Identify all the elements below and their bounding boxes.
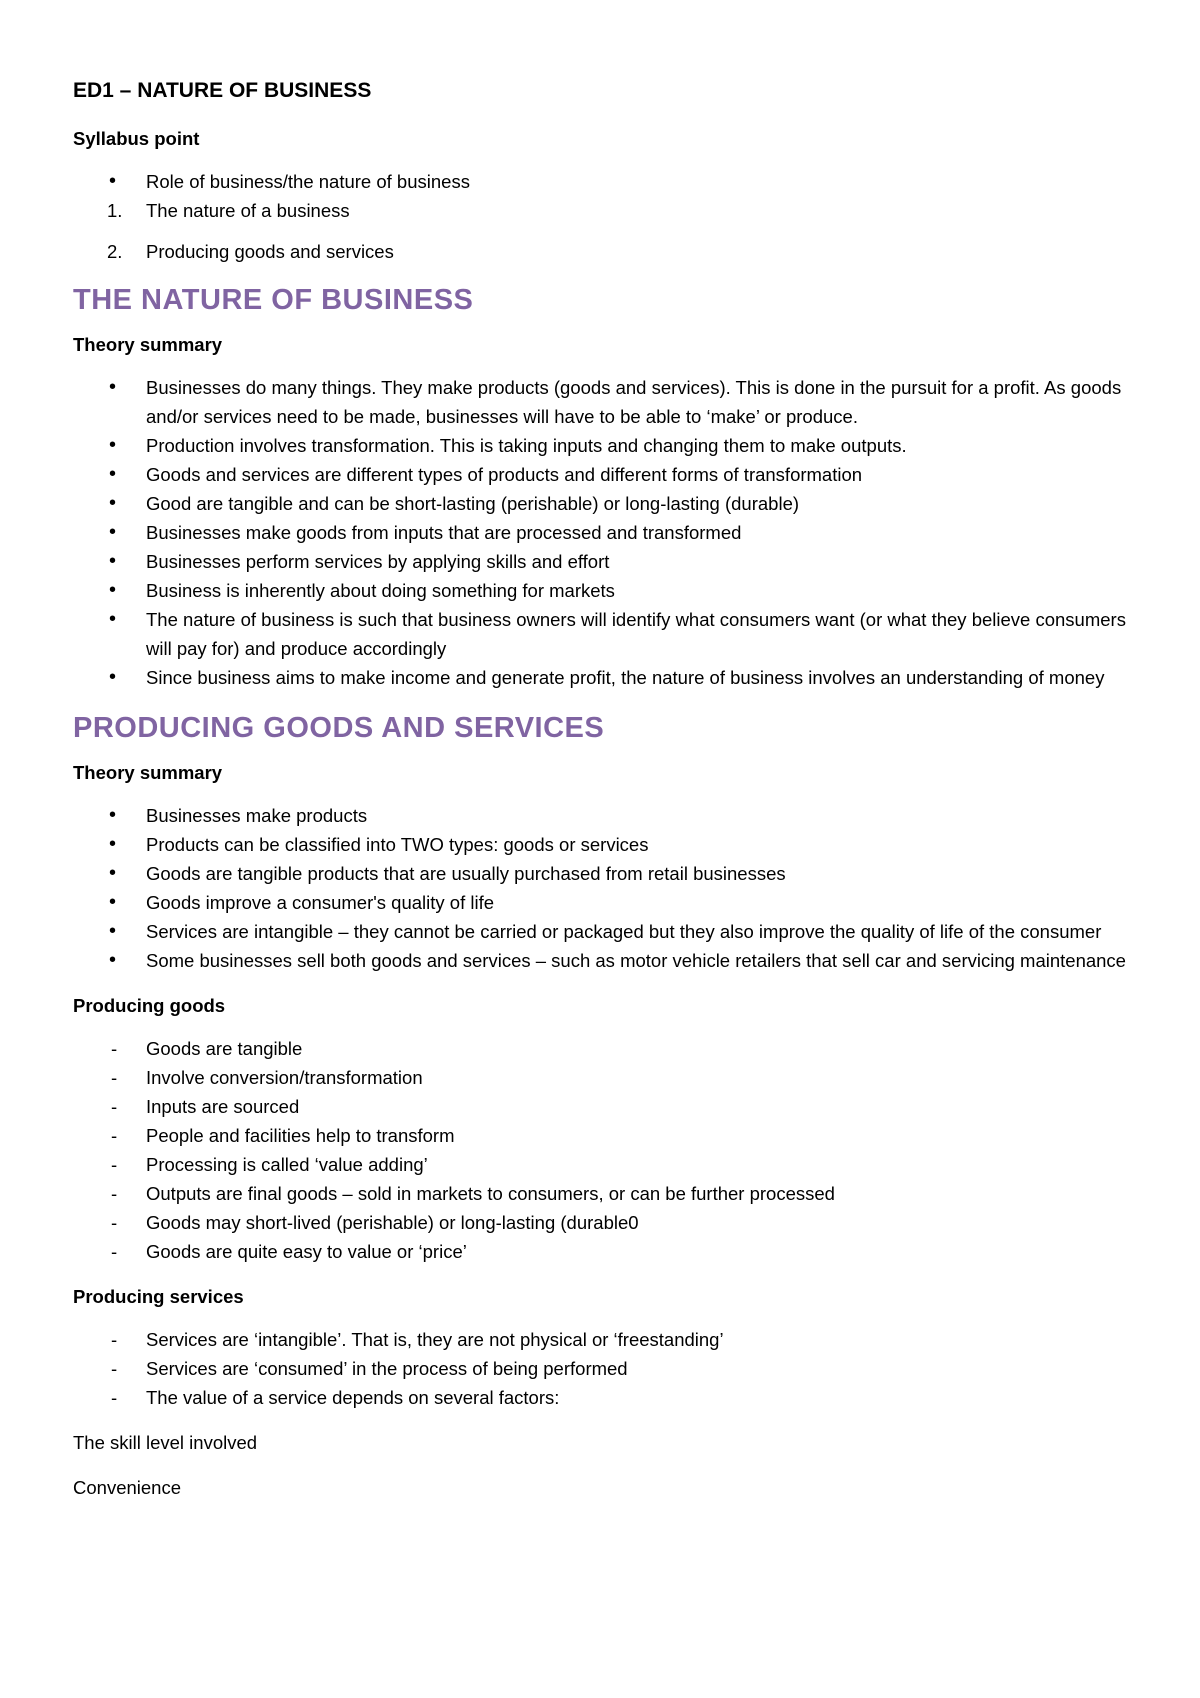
list-item: • Business is inherently about doing something for markets bbox=[73, 576, 1140, 605]
list-item: - Services are ‘consumed’ in the process of being performed bbox=[73, 1354, 1140, 1383]
section-heading-producing: PRODUCING GOODS AND SERVICES bbox=[73, 712, 605, 744]
list-item: - Goods may short-lived (perishable) or long-lasting (durable0 bbox=[73, 1208, 1140, 1237]
list-item: • Good are tangible and can be short-lasting (perishable) or long-lasting (durable) bbox=[73, 489, 1140, 518]
list-item: - Goods are quite easy to value or ‘price’ bbox=[73, 1237, 1140, 1266]
producing-bullet-list bbox=[73, 801, 1140, 975]
list-item: • Services are intangible – they cannot be carried or packaged but they also improve the quality of life of the consumer bbox=[73, 917, 1140, 946]
list-item: • Businesses make goods from inputs that are processed and transformed bbox=[73, 518, 1140, 547]
list-item: • The nature of business is such that business owners will identify what consumers want (or what they believe consumers will pay for) and produce accordingly bbox=[73, 605, 1140, 663]
list-number: 1. bbox=[107, 200, 123, 221]
list-item: • Products can be classified into TWO types: goods or services bbox=[73, 830, 1140, 859]
list-item: - Inputs are sourced bbox=[73, 1092, 1140, 1121]
list-item: • Since business aims to make income and generate profit, the nature of business involves an understanding of money bbox=[73, 663, 1140, 692]
theory-summary-label: Theory summary bbox=[73, 762, 223, 783]
list-item: • Goods and services are different types of products and different forms of transformation bbox=[73, 460, 1140, 489]
list-item: - Services are ‘intangible’. That is, they are not physical or ‘freestanding’ bbox=[73, 1325, 1140, 1354]
producing-services-dash-list bbox=[73, 1325, 1140, 1412]
paragraph: Convenience bbox=[73, 1477, 181, 1498]
list-item: - The value of a service depends on several factors: bbox=[73, 1383, 1140, 1412]
list-item bbox=[73, 196, 1140, 225]
theory-summary-label: Theory summary bbox=[73, 334, 223, 355]
list-item: - Involve conversion/transformation bbox=[73, 1063, 1140, 1092]
syllabus-label: Syllabus point bbox=[73, 128, 200, 149]
list-item: - Processing is called ‘value adding’ bbox=[73, 1150, 1140, 1179]
producing-services-label: Producing services bbox=[73, 1286, 244, 1307]
section-heading-nature: THE NATURE OF BUSINESS bbox=[73, 284, 474, 316]
list-item: • Businesses do many things. They make products (goods and services). This is done in the pursuit for a profit. As goods and/or services need to be made, businesses will have to be able to ‘make’ or produce. bbox=[73, 373, 1140, 431]
syllabus-bullet-list bbox=[73, 167, 1140, 196]
list-item: • Role of business/the nature of business bbox=[73, 167, 1140, 196]
nature-bullet-list bbox=[73, 373, 1140, 692]
producing-goods-label: Producing goods bbox=[73, 995, 226, 1016]
list-item: • Production involves transformation. This is taking inputs and changing them to make outputs. bbox=[73, 431, 1140, 460]
producing-goods-dash-list bbox=[73, 1034, 1140, 1266]
list-item-text: Producing goods and services bbox=[146, 241, 394, 262]
list-item: - Outputs are final goods – sold in markets to consumers, or can be further processed bbox=[73, 1179, 1140, 1208]
paragraph: The skill level involved bbox=[73, 1432, 258, 1453]
document-title: ED1 – NATURE OF BUSINESS bbox=[73, 79, 372, 102]
list-item: • Businesses make products bbox=[73, 801, 1140, 830]
list-item: - Goods are tangible bbox=[73, 1034, 1140, 1063]
list-item: - People and facilities help to transform bbox=[73, 1121, 1140, 1150]
list-item-text: The nature of a business bbox=[146, 200, 350, 221]
list-item bbox=[73, 237, 1140, 266]
list-item: • Goods improve a consumer's quality of life bbox=[73, 888, 1140, 917]
list-item: • Goods are tangible products that are usually purchased from retail businesses bbox=[73, 859, 1140, 888]
list-number: 2. bbox=[107, 241, 123, 262]
syllabus-numbered-list bbox=[73, 196, 1140, 266]
list-item: • Businesses perform services by applying skills and effort bbox=[73, 547, 1140, 576]
list-item: • Some businesses sell both goods and services – such as motor vehicle retailers that sell car and servicing maintenance bbox=[73, 946, 1140, 975]
